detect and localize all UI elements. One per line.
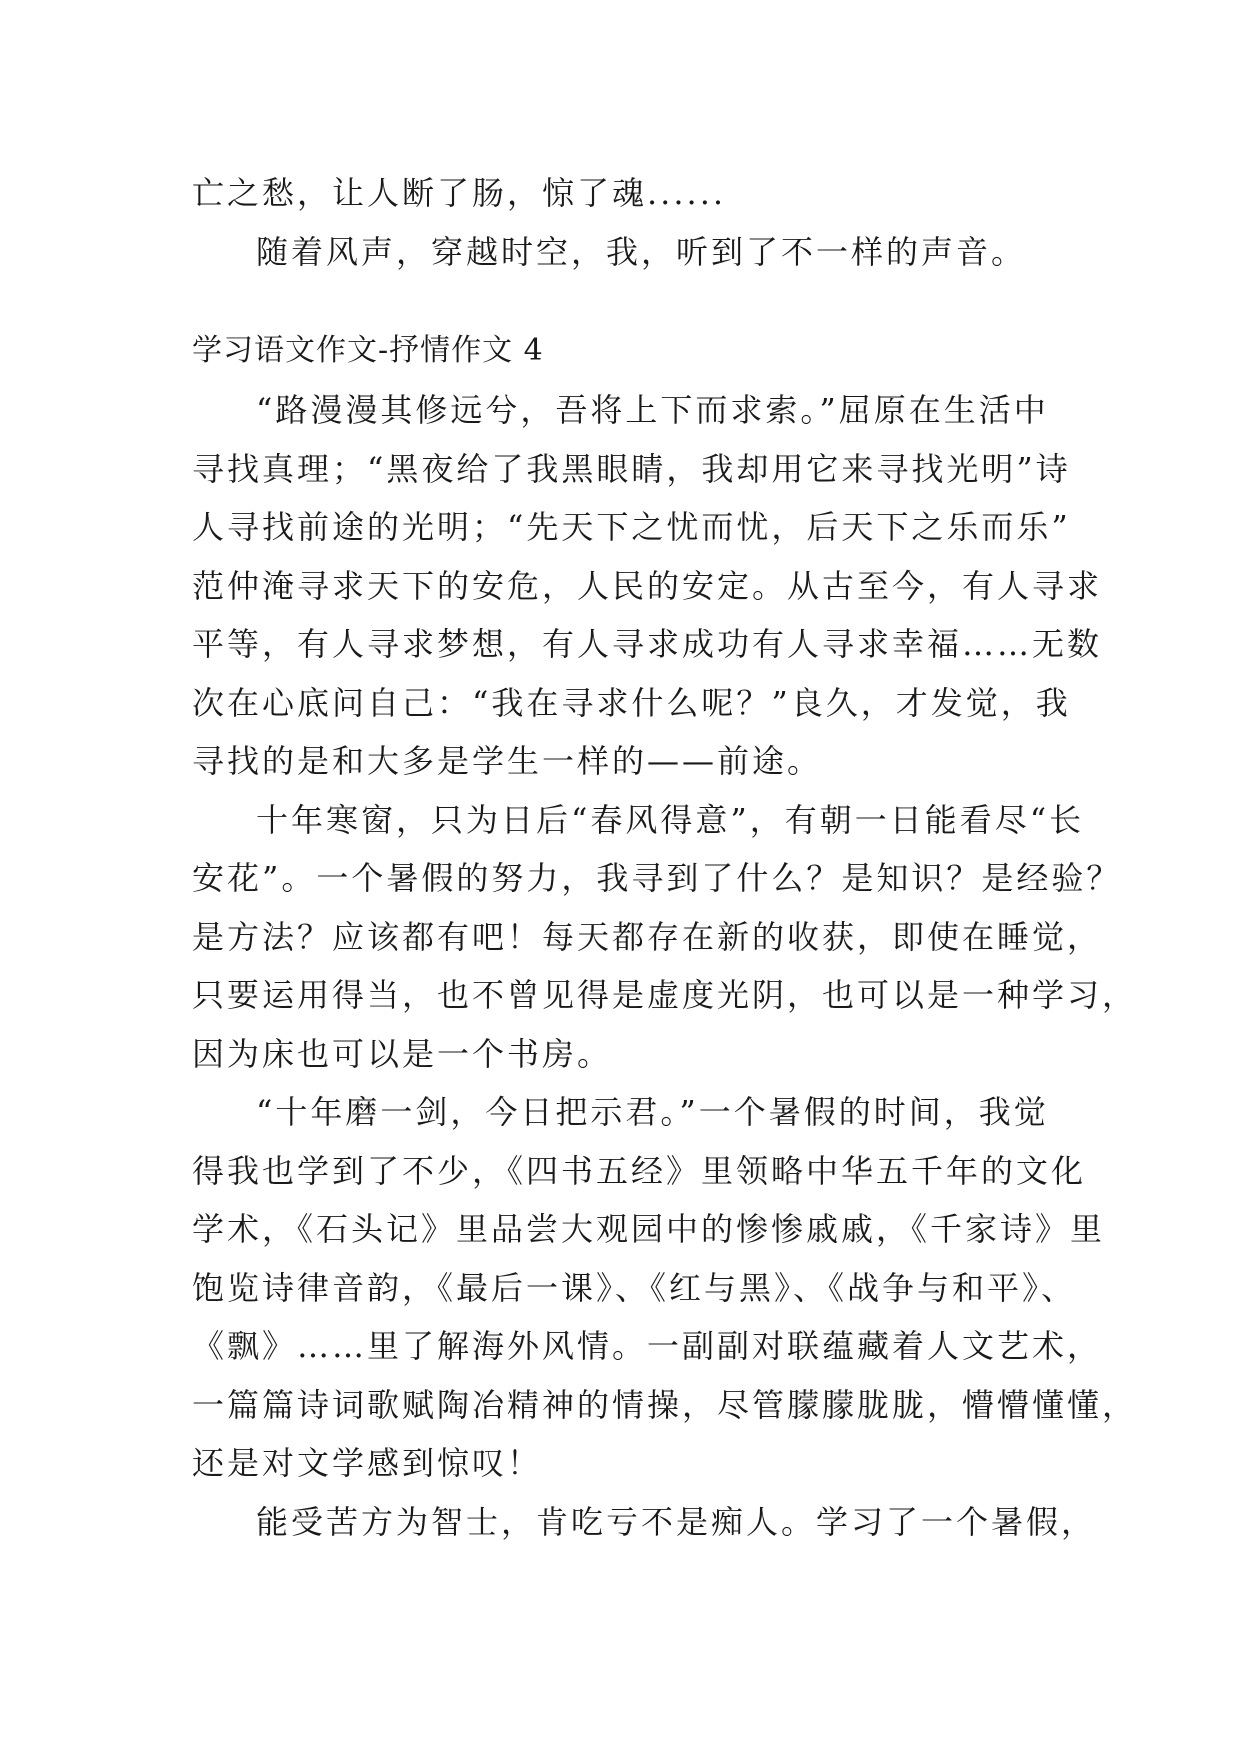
text-line: 是方法？应该都有吧！每天都存在新的收获，即使在睡觉， <box>192 917 1103 956</box>
text-line: 寻找的是和大多是学生一样的——前途。 <box>192 742 823 780</box>
text-line: 还是对文学感到惊叹！ <box>192 1444 543 1482</box>
text-line: 《飘》……里了解海外风情。一副副对联蕴藏着人文艺术， <box>192 1327 1103 1365</box>
paragraph-2 <box>192 791 1138 1084</box>
text-line: 次在心底问自己：“我在寻求什么呢？”良久，才发觉，我 <box>192 683 1071 722</box>
essay-heading: 学习语文作文-抒情作文 4 <box>192 333 544 368</box>
text-line: 得我也学到了不少，《四书五经》里领略中华五千年的文化 <box>192 1151 1087 1190</box>
paragraph-3 <box>192 1083 1138 1493</box>
text-line: 一篇篇诗词歌赋陶冶精神的情操，尽管朦朦胧胧，懵懵懂懂， <box>192 1385 1138 1424</box>
text-line: 平等，有人寻求梦想，有人寻求成功有人寻求幸福……无数 <box>192 625 1103 663</box>
text-line: 人寻找前途的光明；“先天下之忧而忧，后天下之乐而乐” <box>192 508 1071 546</box>
text-line: 能受苦方为智士，肯吃亏不是痴人。学习了一个暑假， <box>256 1502 1097 1541</box>
text-line: 范仲淹寻求天下的安危，人民的安定。从古至今，有人寻求 <box>192 566 1103 605</box>
text-line: “十年磨一剑，今日把示君。”一个暑假的时间，我觉 <box>256 1093 1049 1131</box>
document-page <box>192 164 1138 1551</box>
text-line: 学术，《石头记》里品尝大观园中的惨惨戚戚，《千家诗》里 <box>192 1210 1106 1248</box>
paragraph-4 <box>192 1493 1097 1552</box>
section-gap <box>192 281 1054 321</box>
text-line: 十年寒窗，只为日后“春风得意”，有朝一日能看尽“长 <box>256 800 1085 839</box>
text-line: 因为床也可以是一个书房。 <box>192 1034 613 1073</box>
paragraph-1 <box>192 381 1103 791</box>
text-line: “路漫漫其修远兮，吾将上下而求索。”屈原在生活中 <box>256 391 1049 429</box>
prev-text-line: 亡之愁，让人断了肠，惊了魂...... <box>192 174 727 212</box>
text-line: 只要运用得当，也不曾见得是虚度光阴，也可以是一种学习， <box>192 976 1138 1014</box>
text-line: 寻找真理；“黑夜给了我黑眼睛，我却用它来寻找光明”诗 <box>192 449 1071 488</box>
text-line: 饱览诗律音韵，《最后一课》、《红与黑》、《战争与和平》、 <box>192 1268 1077 1307</box>
prev-text-line: 随着风声，穿越时空，我，听到了不一样的声音。 <box>256 232 1027 271</box>
text-line: 安花”。一个暑假的努力，我寻到了什么？是知识？是经验？ <box>192 859 1122 897</box>
